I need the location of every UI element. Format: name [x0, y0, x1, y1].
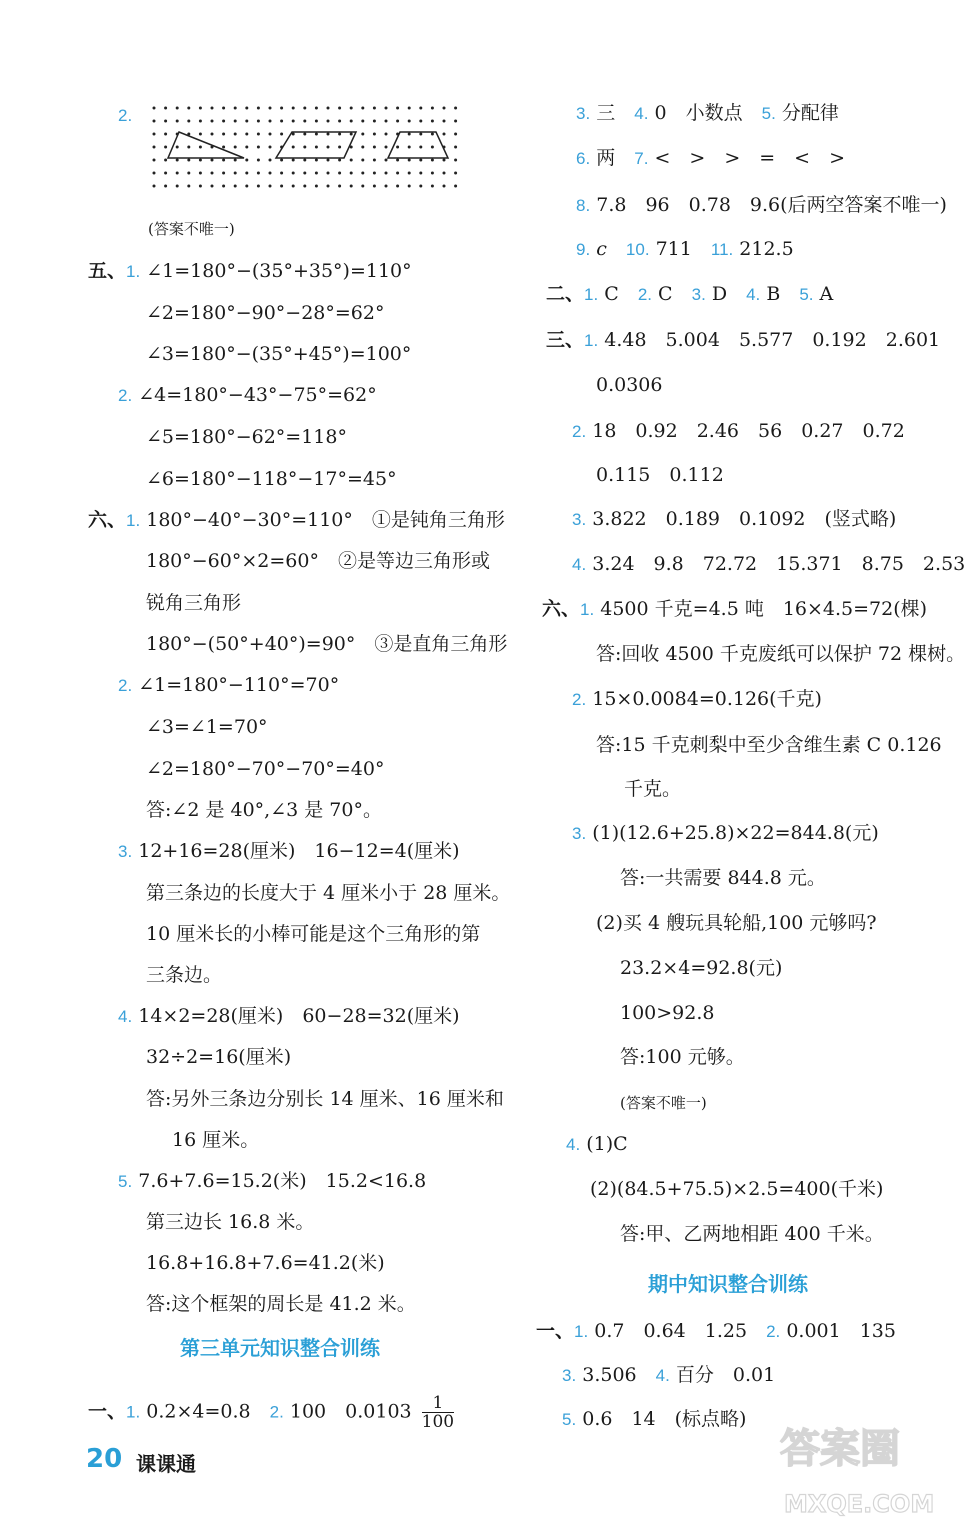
answer-line: 答:这个框架的周长是 41.2 米。 — [146, 1293, 416, 1315]
grid-dot — [431, 172, 434, 175]
grid-dot — [269, 146, 272, 149]
grid-dot — [211, 172, 214, 175]
answer-line: (2)(84.5+75.5)×2.5=400(千米) — [590, 1178, 884, 1200]
answer-line: 一、1. 0.7 0.64 1.25 2. 0.001 135 — [536, 1320, 896, 1342]
grid-dot — [269, 159, 272, 162]
grid-dot — [454, 146, 457, 149]
grid-dot — [408, 120, 411, 123]
grid-dot — [431, 146, 434, 149]
watermark-logo — [770, 1400, 960, 1520]
grid-dot — [245, 172, 248, 175]
grid-dot — [222, 120, 225, 123]
grid-dot — [187, 185, 190, 188]
answer-line: 0.115 0.112 — [596, 464, 724, 486]
grid-dot — [315, 133, 318, 136]
grid-dot — [199, 146, 202, 149]
grid-dot — [338, 133, 341, 136]
answer-line: 3. 12+16=28(厘米) 16−12=4(厘米) — [118, 840, 460, 862]
grid-dot — [245, 146, 248, 149]
answer-line: 三条边。 — [146, 964, 223, 986]
grid-dot — [199, 120, 202, 123]
note-text: (答案不唯一) — [148, 220, 235, 238]
grid-dot — [257, 107, 260, 110]
answer-line: 3. 3.506 4. 百分 0.01 — [562, 1364, 776, 1386]
grid-dot — [292, 120, 295, 123]
grid-dot — [419, 146, 422, 149]
answer-line: 答:∠2 是 40°,∠3 是 70°。 — [146, 799, 382, 821]
grid-dot — [327, 133, 330, 136]
grid-dot — [199, 172, 202, 175]
question-number: 2. — [118, 106, 133, 125]
answer-line: ∠5=180°−62°=118° — [146, 426, 347, 448]
answer-line: 2. ∠4=180°−43°−75°=62° — [118, 384, 377, 406]
grid-dot — [280, 172, 283, 175]
answer-line: 3. (1)(12.6+25.8)×22=844.8(元) — [572, 822, 879, 844]
grid-dot — [280, 120, 283, 123]
grid-dot — [187, 120, 190, 123]
grid-dot — [396, 146, 399, 149]
grid-dot — [396, 107, 399, 110]
grid-dot — [153, 146, 156, 149]
note-text: (答案不唯一) — [620, 1094, 707, 1112]
grid-dot — [385, 133, 388, 136]
grid-dot — [280, 159, 283, 162]
grid-dot — [350, 107, 353, 110]
grid-dot — [385, 120, 388, 123]
grid-dot — [338, 159, 341, 162]
grid-dot — [176, 146, 179, 149]
grid-dot — [164, 133, 167, 136]
answer-line: 第三条边的长度大于 4 厘米小于 28 厘米。 — [146, 882, 511, 904]
grid-dot — [419, 185, 422, 188]
grid-dot — [419, 159, 422, 162]
grid-dot — [211, 107, 214, 110]
grid-dot — [385, 185, 388, 188]
grid-dot — [257, 120, 260, 123]
grid-dot — [257, 159, 260, 162]
grid-dot — [338, 146, 341, 149]
grid-dot — [408, 146, 411, 149]
grid-dot — [408, 172, 411, 175]
grid-dot — [373, 159, 376, 162]
grid-dot — [443, 133, 446, 136]
grid-dot — [176, 107, 179, 110]
section-heading: 第三单元知识整合训练 — [180, 1336, 380, 1360]
answer-line: 23.2×4=92.8(元) — [620, 957, 783, 979]
answer-line: 16 厘米。 — [172, 1129, 260, 1151]
grid-dot — [408, 107, 411, 110]
grid-dot — [176, 172, 179, 175]
watermark-url: MXQE.COM — [784, 1490, 935, 1518]
grid-dot — [431, 120, 434, 123]
grid-dot — [176, 120, 179, 123]
grid-dot — [327, 120, 330, 123]
grid-dot — [245, 133, 248, 136]
answer-line: 二、1. C 2. C 3. D 4. B 5. A — [546, 283, 834, 305]
grid-dot — [164, 107, 167, 110]
grid-dot — [199, 107, 202, 110]
grid-dot — [454, 120, 457, 123]
grid-dot — [222, 185, 225, 188]
grid-dot — [164, 185, 167, 188]
grid-dot — [153, 120, 156, 123]
dot-grid-figure — [146, 104, 466, 194]
grid-dot — [211, 185, 214, 188]
answer-line: 锐角三角形 — [146, 592, 242, 614]
grid-dot — [443, 120, 446, 123]
grid-dot — [176, 159, 179, 162]
answer-line: 五、1. ∠1=180°−(35°+35°)=110° — [88, 260, 412, 282]
grid-dot — [153, 185, 156, 188]
answer-line: 5. 0.6 14 (标点略) — [562, 1408, 747, 1430]
answer-line: ∠2=180°−70°−70°=40° — [146, 758, 385, 780]
grid-dot — [222, 172, 225, 175]
answer-line: 三、1. 4.48 5.004 5.577 0.192 2.601 — [546, 329, 941, 351]
grid-dot — [408, 159, 411, 162]
grid-dot — [315, 120, 318, 123]
grid-dot — [234, 120, 237, 123]
grid-dot — [385, 159, 388, 162]
grid-dot — [187, 146, 190, 149]
grid-dot — [292, 172, 295, 175]
grid-dot — [269, 172, 272, 175]
grid-dot — [431, 185, 434, 188]
answer-line: 6. 两 7. < > > = < > — [576, 147, 846, 169]
grid-dot — [199, 133, 202, 136]
grid-dot — [187, 159, 190, 162]
answer-line: 5. 7.6+7.6=15.2(米) 15.2<16.8 — [118, 1170, 427, 1192]
grid-dot — [234, 172, 237, 175]
grid-dot — [443, 185, 446, 188]
watermark-text: 答案圈 — [780, 1426, 900, 1472]
grid-dot — [164, 146, 167, 149]
answer-line: ∠6=180°−118°−17°=45° — [146, 468, 397, 490]
fraction: $\frac{1}{100}$ — [421, 1393, 455, 1432]
answer-line: 8. 7.8 96 0.78 9.6(后两空答案不唯一) — [576, 194, 947, 216]
grid-dot — [396, 172, 399, 175]
grid-dot — [234, 159, 237, 162]
answer-line: ∠3=180°−(35°+45°)=100° — [146, 343, 412, 365]
grid-dot — [350, 159, 353, 162]
grid-dot — [303, 107, 306, 110]
grid-dot — [396, 185, 399, 188]
grid-dot — [257, 133, 260, 136]
grid-dot — [396, 159, 399, 162]
grid-dot — [454, 172, 457, 175]
answer-line: 4. 14×2=28(厘米) 60−28=32(厘米) — [118, 1005, 460, 1027]
answer-line: 六、1. 4500 千克=4.5 吨 16×4.5=72(棵) — [542, 598, 928, 620]
answer-line: 3. 3.822 0.189 0.1092 (竖式略) — [572, 508, 897, 530]
grid-dot — [361, 107, 364, 110]
grid-dot — [327, 107, 330, 110]
answer-line: 0.0306 — [596, 374, 663, 396]
grid-dot — [315, 172, 318, 175]
answer-line: 第三边长 16.8 米。 — [146, 1211, 315, 1233]
grid-dot — [408, 133, 411, 136]
answer-line: 答:15 千克刺梨中至少含维生素 C 0.126 — [596, 734, 942, 756]
answer-line: 32÷2=16(厘米) — [146, 1046, 292, 1068]
grid-dot — [222, 133, 225, 136]
answer-line: 10 厘米长的小棒可能是这个三角形的第 — [146, 923, 481, 945]
grid-dot — [211, 133, 214, 136]
grid-dot — [176, 185, 179, 188]
answer-line: 2. 18 0.92 2.46 56 0.27 0.72 — [572, 420, 905, 442]
grid-dot — [199, 185, 202, 188]
triangle-shape — [168, 132, 244, 158]
grid-dot — [454, 159, 457, 162]
grid-dot — [373, 185, 376, 188]
grid-dot — [222, 159, 225, 162]
grid-dot — [327, 172, 330, 175]
grid-dot — [280, 133, 283, 136]
grid-dot — [396, 120, 399, 123]
answer-line: 答:一共需要 844.8 元。 — [620, 867, 826, 889]
grid-dot — [385, 107, 388, 110]
grid-dot — [245, 159, 248, 162]
grid-dot — [245, 120, 248, 123]
grid-dot — [164, 120, 167, 123]
grid-dot — [153, 133, 156, 136]
grid-dot — [361, 185, 364, 188]
grid-dot — [361, 133, 364, 136]
grid-dot — [327, 159, 330, 162]
grid-dot — [338, 107, 341, 110]
grid-dot — [315, 146, 318, 149]
grid-dot — [315, 107, 318, 110]
grid-dot — [385, 146, 388, 149]
grid-dot — [245, 107, 248, 110]
answer-line: 答:另外三条边分别长 14 厘米、16 厘米和 — [146, 1088, 504, 1110]
grid-dot — [211, 159, 214, 162]
trapezoid-shape — [388, 132, 448, 158]
grid-dot — [257, 185, 260, 188]
answer-line: 一、1. 0.2×4=0.8 2. 100 0.0103 $\frac{1}{100}$ — [88, 1393, 455, 1432]
grid-dot — [454, 133, 457, 136]
grid-dot — [338, 172, 341, 175]
grid-dot — [187, 107, 190, 110]
answer-line: 2. 15×0.0084=0.126(千克) — [572, 688, 822, 710]
grid-dot — [211, 120, 214, 123]
page-number: 20 — [86, 1444, 123, 1474]
grid-dot — [153, 107, 156, 110]
grid-dot — [245, 185, 248, 188]
section-heading: 期中知识整合训练 — [648, 1272, 808, 1296]
grid-dot — [338, 120, 341, 123]
answer-line: 16.8+16.8+7.6=41.2(米) — [146, 1252, 385, 1274]
answer-line: 9. c 10. 711 11. 212.5 — [576, 238, 794, 260]
grid-dot — [199, 159, 202, 162]
answer-line: 答:回收 4500 千克废纸可以保护 72 棵树。 — [596, 643, 966, 665]
grid-dot — [443, 159, 446, 162]
grid-dot — [350, 172, 353, 175]
answer-line: 4. (1)C — [566, 1133, 628, 1155]
answer-line: 180°−(50°+40°)=90° ③是直角三角形 — [146, 633, 508, 655]
grid-dot — [292, 146, 295, 149]
grid-dot — [164, 172, 167, 175]
grid-dot — [280, 185, 283, 188]
answer-line: 千克。 — [624, 778, 682, 800]
grid-dot — [153, 159, 156, 162]
grid-dot — [234, 146, 237, 149]
answer-line: 4. 3.24 9.8 72.72 15.371 8.75 2.53 — [572, 553, 966, 575]
grid-dot — [234, 185, 237, 188]
grid-dot — [350, 133, 353, 136]
grid-dot — [222, 107, 225, 110]
grid-dot — [373, 146, 376, 149]
grid-dot — [315, 185, 318, 188]
grid-dot — [327, 146, 330, 149]
grid-dot — [373, 107, 376, 110]
grid-dot — [269, 107, 272, 110]
answer-line: 2. ∠1=180°−110°=70° — [118, 674, 340, 696]
grid-dot — [419, 133, 422, 136]
grid-dot — [257, 172, 260, 175]
grid-dot — [431, 159, 434, 162]
answer-line: ∠3=∠1=70° — [146, 716, 268, 738]
grid-dot — [269, 133, 272, 136]
grid-dot — [454, 107, 457, 110]
grid-dot — [431, 107, 434, 110]
grid-dot — [419, 107, 422, 110]
grid-dot — [385, 172, 388, 175]
answer-line: 3. 三 4. 0 小数点 5. 分配律 — [576, 102, 839, 124]
grid-dot — [292, 107, 295, 110]
grid-dot — [303, 172, 306, 175]
grid-dot — [303, 120, 306, 123]
grid-dot — [361, 172, 364, 175]
grid-dot — [280, 107, 283, 110]
grid-dot — [234, 133, 237, 136]
grid-dot — [315, 159, 318, 162]
grid-dot — [443, 172, 446, 175]
grid-dot — [257, 146, 260, 149]
grid-dot — [361, 120, 364, 123]
grid-dot — [222, 146, 225, 149]
grid-dot — [292, 185, 295, 188]
grid-dot — [164, 159, 167, 162]
grid-dot — [303, 159, 306, 162]
answer-line: ∠2=180°−90°−28°=62° — [146, 302, 385, 324]
grid-dot — [431, 133, 434, 136]
grid-dot — [327, 185, 330, 188]
grid-dot — [373, 120, 376, 123]
grid-dot — [153, 172, 156, 175]
grid-dot — [292, 159, 295, 162]
grid-dot — [419, 120, 422, 123]
grid-dot — [408, 185, 411, 188]
answer-line: 答:甲、乙两地相距 400 千米。 — [620, 1223, 884, 1245]
grid-dot — [361, 159, 364, 162]
book-title: 课课通 — [136, 1452, 196, 1476]
grid-dot — [303, 133, 306, 136]
answer-line: 六、1. 180°−40°−30°=110° ①是钝角三角形 — [88, 509, 505, 531]
grid-dot — [234, 107, 237, 110]
answer-line: 100>92.8 — [620, 1002, 715, 1024]
grid-dot — [187, 172, 190, 175]
answer-line: 答:100 元够。 — [620, 1046, 745, 1068]
grid-dot — [373, 133, 376, 136]
answer-line: 180°−60°×2=60° ②是等边三角形或 — [146, 550, 490, 572]
grid-dot — [338, 185, 341, 188]
grid-dot — [350, 185, 353, 188]
grid-dot — [303, 185, 306, 188]
grid-dot — [361, 146, 364, 149]
grid-dot — [373, 172, 376, 175]
answer-line: (2)买 4 艘玩具轮船,100 元够吗? — [596, 912, 877, 934]
grid-dot — [269, 185, 272, 188]
grid-dot — [303, 146, 306, 149]
parallelogram-shape — [276, 132, 356, 158]
grid-dot — [350, 120, 353, 123]
grid-dot — [269, 120, 272, 123]
grid-dot — [419, 172, 422, 175]
grid-dot — [454, 185, 457, 188]
grid-dot — [443, 107, 446, 110]
